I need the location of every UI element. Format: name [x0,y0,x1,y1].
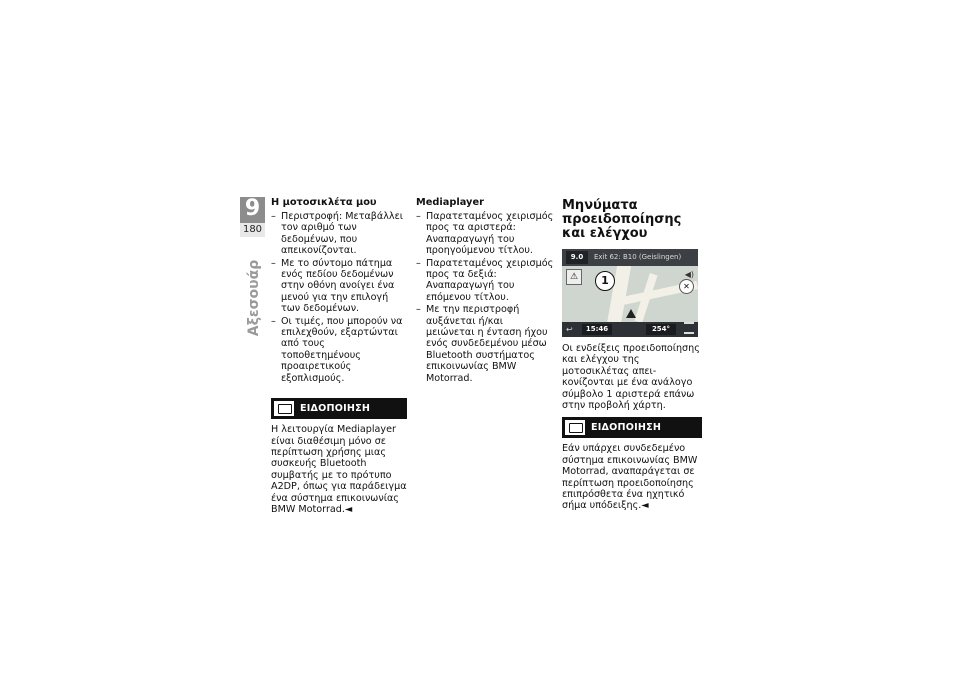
back-arrow-icon: ↩ [566,325,573,334]
list-item: – Με την περιστροφή αυξάνεται ή/και μειώνεται η ένταση ήχου ενός συνδεδεμένου μέσω Bluetooth συστήματος επικοινωνίας BMW Motorrad. [416,304,554,384]
list-item: – Παρατεταμένος χειρισμός προς τα αριστερά: Αναπαραγωγή του προηγούμενου τίτλου. [416,211,554,257]
notice-hand-icon [274,401,294,416]
column-my-motorcycle [271,197,407,515]
menu-icon [684,322,694,334]
heading-my-motorcycle: Η μοτοσικλέτα μου [271,197,377,208]
heading-mediaplayer: Mediaplayer [416,197,484,208]
navigation-screen-image [562,249,698,337]
vehicle-position-icon [626,309,636,318]
notice-label: ΕΙΔΟΠΟΙΗΣΗ [300,402,371,414]
notice-hand-icon [565,420,585,435]
notice-box [562,417,702,438]
exit-text: Exit 62: B10 (Geislingen) [594,253,682,261]
warnings-paragraph: Οι ενδείξεις προειδοποίησης και ελέγχου της μοτοσικλέτας απεικονίζονται με ένα ανάλογο σύμβολο 1 αριστερά επάνω στην προβολή χάρτη. [562,343,700,412]
column-mediaplayer [416,197,554,385]
page-number: 180 [240,223,265,237]
list-item: – Οι τιμές, που μπορούν να επιλεχθούν, εξαρτώνται από τους τοποθετημένους προαιρετικούς εξοπλισμούς. [271,316,407,384]
chapter-side-title [244,258,264,338]
warning-triangle-icon: ⚠ [566,269,582,285]
list-mediaplayer [416,211,554,384]
notice-text: Εάν υπάρχει συνδεδεμένο σύστημα επικοινωνίας BMW Motorrad, αναπαράγεται σε περίπτωση προειδοποίησης επιπρόσθετα ένα ηχητικό σήμα υπόδειξης.◄ [562,443,698,512]
list-item: – Περιστροφή: Μεταβάλλει τον αριθμό των δεδομένων, που απεικονίζονται. [271,211,407,257]
notice-text: Η λειτουργία Mediaplayer είναι διαθέσιμη μόνο σε περίπτωση χρήσης μιας συσκευής Bluetooth συμβατής με το πρότυπο A2DP, όπως για παράδειγμα ένα σύστημα επικοινωνίας BMW Motorrad.◄ [271,424,407,515]
navigation-top-bar [562,249,698,266]
navigation-bottom-bar [562,322,698,337]
arrival-time: 15:46 [582,324,612,335]
chapter-title: Αξεσουάρ [246,259,262,337]
mute-icon: ✕ [679,279,694,294]
list-my-motorcycle [271,211,407,384]
speaker-icon: ◀) [684,270,694,279]
notice-box [271,398,407,419]
chapter-number: 9 [244,196,261,221]
column-warnings [562,199,702,512]
list-item: – Παρατεταμένος χειρισμός προς τα δεξιά: Αναπαραγωγή του επόμενου τίτλου. [416,258,554,304]
list-item: – Με το σύντομο πάτημα ενός πεδίου δεδομένων στην οθόνη ανοίγει ένα μενού για την επιλογή των δεδομένων. [271,258,407,315]
distance-box: 9.0 [566,251,588,264]
heading-warnings: Μηνύματα προειδοποίησης και ελέγχου [562,198,682,241]
callout-marker: 1 [595,271,615,291]
heading-readout: 254° [646,324,676,335]
notice-label: ΕΙΔΟΠΟΙΗΣΗ [591,422,662,434]
chapter-tab [240,197,265,237]
